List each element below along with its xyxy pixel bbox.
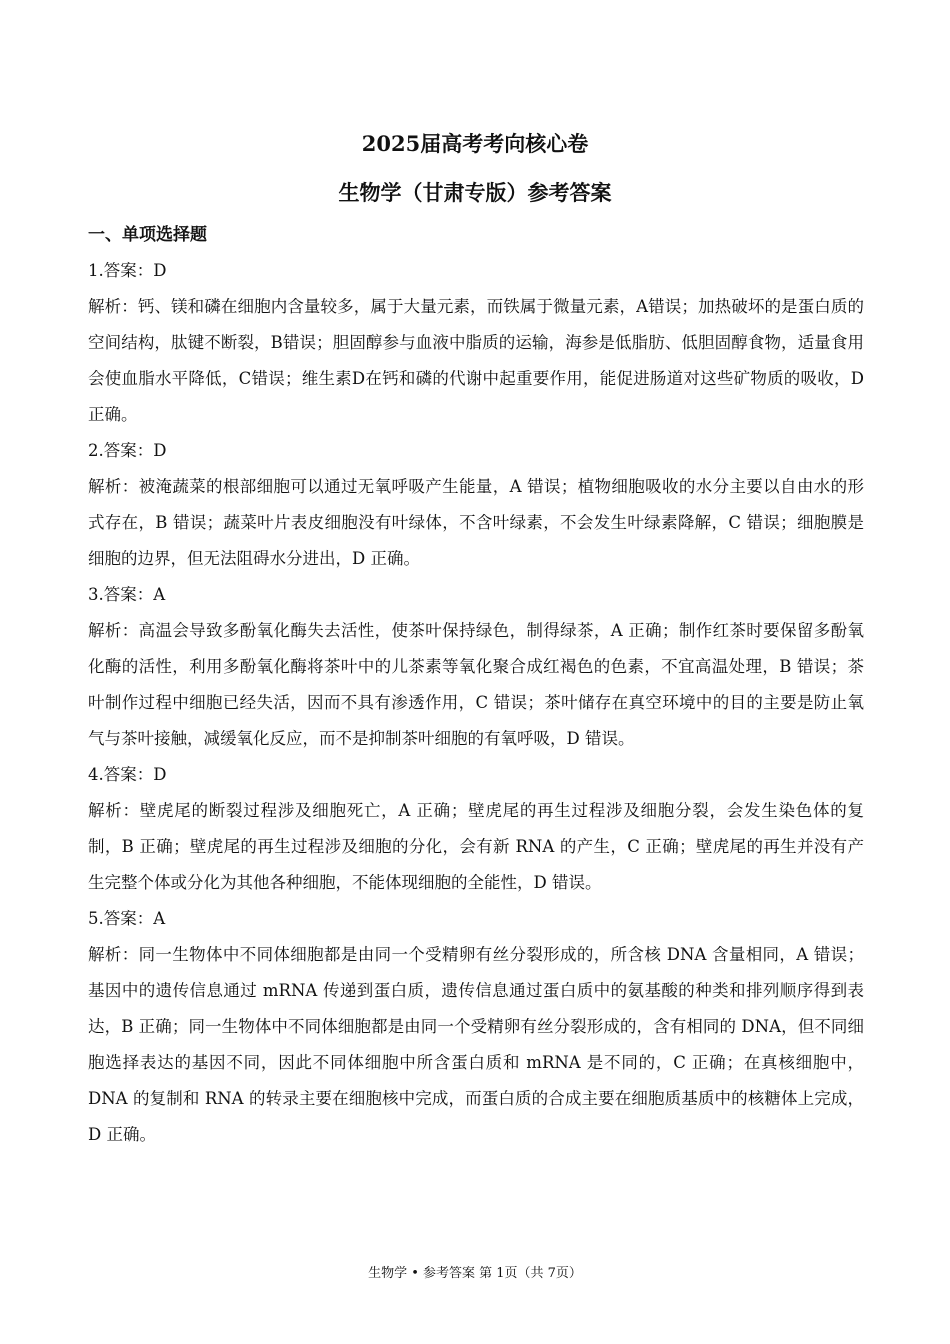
document-body xyxy=(88,220,864,1153)
document-subtitle: 生物学（甘肃专版）参考答案 xyxy=(338,180,612,205)
answer-line: 2.答案：D xyxy=(88,441,167,460)
analysis-paragraph: 解析：同一生物体中不同体细胞都是由同一个受精卵有丝分裂形成的，所含核 DNA 含量相同，A 错误；基因中的遗传信息通过 mRNA 传递到蛋白质，遗传信息通过蛋白质中的氨基酸的种类和排列顺序得到表达，B 正确；同一生物体中不同体细胞都是由同一个受精卵有丝分裂形成的，含有相同的 DNA，但不同细胞选择表达的基因不同，因此不同体细胞中所含蛋白质和 mRNA 是不同的，C 正确；在真核细胞中，DNA 的复制和 RNA 的转录主要在细胞核中完成，而蛋白质的合成主要在细胞质基质中的核糖体上完成，D 正确。 xyxy=(88,945,864,1144)
analysis-paragraph: 解析：钙、镁和磷在细胞内含量较多，属于大量元素，而铁属于微量元素，A错误；加热破坏的是蛋白质的空间结构，肽键不断裂，B错误；胆固醇参与血液中脂质的运输，海参是低脂肪、低胆固醇食物，适量食用会使血脂水平降低，C错误；维生素D在钙和磷的代谢中起重要作用，能促进肠道对这些矿物质的吸收，D正确。 xyxy=(88,297,864,424)
section-heading: 一、单项选择题 xyxy=(88,225,207,245)
question-5 xyxy=(88,901,864,1153)
answer-line: 5.答案：A xyxy=(88,909,166,928)
answer-line: 1.答案：D xyxy=(88,261,167,280)
answer-line: 3.答案：A xyxy=(88,585,166,604)
page-footer: 生物学 • 参考答案 第 1页（共 7页） xyxy=(368,1266,582,1281)
answer-line: 4.答案：D xyxy=(88,765,167,784)
analysis-paragraph: 解析：壁虎尾的断裂过程涉及细胞死亡，A 正确；壁虎尾的再生过程涉及细胞分裂，会发生染色体的复制，B 正确；壁虎尾的再生过程涉及细胞的分化，会有新 RNA 的产生，C 正确；壁虎尾的再生并没有产生完整个体或分化为其他各种细胞，不能体现细胞的全能性，D 错误。 xyxy=(88,801,864,892)
question-4 xyxy=(88,757,864,901)
analysis-paragraph: 解析：被淹蔬菜的根部细胞可以通过无氧呼吸产生能量，A 错误；植物细胞吸收的水分主要以自由水的形式存在，B 错误；蔬菜叶片表皮细胞没有叶绿体，不含叶绿素，不会发生叶绿素降解，C 错误；细胞膜是细胞的边界，但无法阻碍水分进出，D 正确。 xyxy=(88,477,864,568)
question-2 xyxy=(88,433,864,577)
document-title: 2025届高考考向核心卷 xyxy=(361,131,589,156)
question-3 xyxy=(88,577,864,757)
analysis-paragraph: 解析：高温会导致多酚氧化酶失去活性，使茶叶保持绿色，制得绿茶，A 正确；制作红茶时要保留多酚氧化酶的活性，利用多酚氧化酶将茶叶中的儿茶素等氧化聚合成红褐色的色素，不宜高温处理，B 错误；茶叶制作过程中细胞已经失活，因而不具有渗透作用，C 错误；茶叶储存在真空环境中的目的主要是防止氧气与茶叶接触，减缓氧化反应，而不是抑制茶叶细胞的有氧呼吸，D 错误。 xyxy=(88,621,864,748)
question-1 xyxy=(88,253,864,433)
